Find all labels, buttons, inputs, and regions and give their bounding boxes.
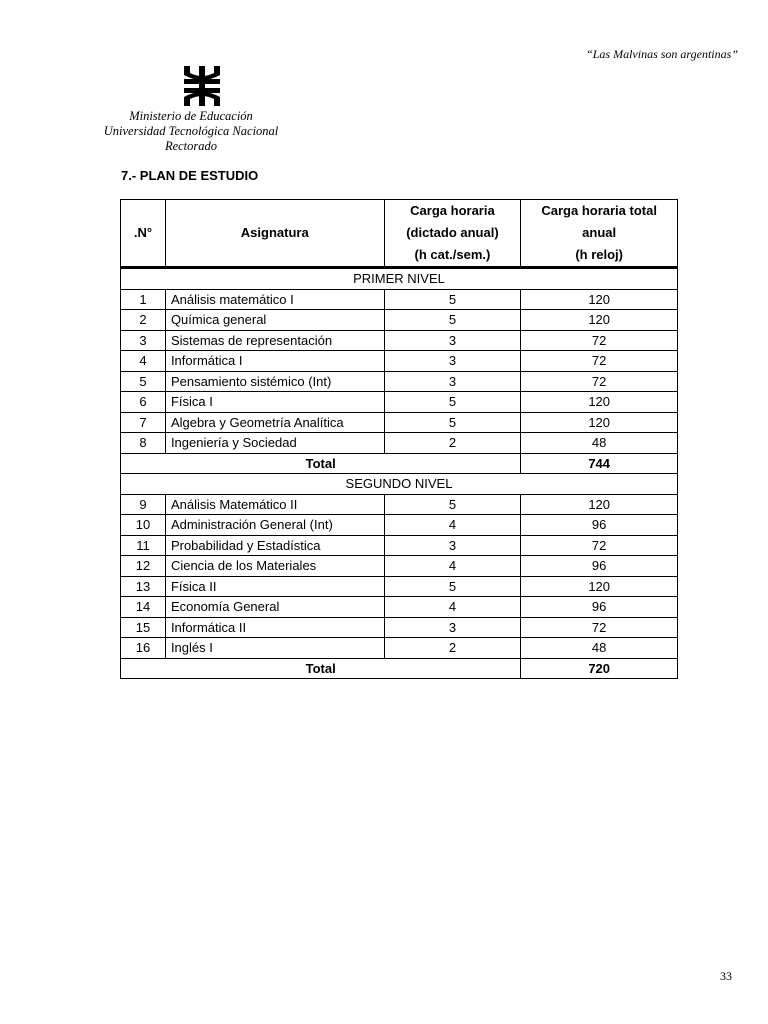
row-number: 5 (121, 371, 166, 392)
row-total-hours: 120 (521, 310, 678, 331)
row-subject: Algebra y Geometría Analítica (165, 412, 384, 433)
row-number: 9 (121, 494, 166, 515)
row-number: 14 (121, 597, 166, 618)
row-subject: Informática II (165, 617, 384, 638)
row-number: 4 (121, 351, 166, 372)
row-subject: Economía General (165, 597, 384, 618)
table-row (121, 330, 678, 351)
table-body (121, 268, 678, 679)
row-weekly-hours: 2 (384, 638, 521, 659)
level-header-row (121, 474, 678, 495)
table-row (121, 433, 678, 454)
header-hours-total-line2: anual (582, 225, 617, 240)
row-subject: Sistemas de representación (165, 330, 384, 351)
row-subject: Administración General (Int) (165, 515, 384, 536)
row-total-hours: 72 (521, 617, 678, 638)
row-weekly-hours: 5 (384, 412, 521, 433)
total-row (121, 658, 678, 679)
header-hours-total (521, 200, 678, 268)
table-row (121, 310, 678, 331)
row-weekly-hours: 5 (384, 494, 521, 515)
level-name: PRIMER NIVEL (121, 268, 678, 290)
table-row (121, 556, 678, 577)
row-subject: Informática I (165, 351, 384, 372)
row-total-hours: 120 (521, 289, 678, 310)
row-weekly-hours: 3 (384, 535, 521, 556)
header-hours-weekly-line1: Carga horaria (410, 203, 495, 218)
row-subject: Ingeniería y Sociedad (165, 433, 384, 454)
study-plan-table (120, 199, 678, 679)
row-total-hours: 120 (521, 494, 678, 515)
row-subject: Probabilidad y Estadística (165, 535, 384, 556)
table-header-row (121, 200, 678, 268)
row-number: 3 (121, 330, 166, 351)
total-row (121, 453, 678, 474)
table-row (121, 597, 678, 618)
table-row (121, 515, 678, 536)
row-total-hours: 96 (521, 597, 678, 618)
row-weekly-hours: 4 (384, 515, 521, 536)
row-total-hours: 48 (521, 433, 678, 454)
row-weekly-hours: 3 (384, 617, 521, 638)
row-subject: Física I (165, 392, 384, 413)
level-name: SEGUNDO NIVEL (121, 474, 678, 495)
row-total-hours: 120 (521, 392, 678, 413)
row-total-hours: 72 (521, 535, 678, 556)
row-number: 1 (121, 289, 166, 310)
header-hours-weekly-line3: (h cat./sem.) (414, 247, 491, 262)
header-num: .N° (121, 200, 166, 268)
row-subject: Análisis Matemático II (165, 494, 384, 515)
table-row (121, 392, 678, 413)
header-hours-total-line1: Carga horaria total (541, 203, 657, 218)
table-row (121, 638, 678, 659)
institution-line-rectorado: Rectorado (164, 139, 218, 153)
header-subject: Asignatura (165, 200, 384, 268)
row-weekly-hours: 3 (384, 351, 521, 372)
row-number: 6 (121, 392, 166, 413)
section-title: 7.- PLAN DE ESTUDIO (121, 168, 259, 183)
row-weekly-hours: 3 (384, 371, 521, 392)
row-subject: Física II (165, 576, 384, 597)
utn-logo-icon (182, 66, 222, 106)
table-row (121, 289, 678, 310)
row-number: 11 (121, 535, 166, 556)
row-total-hours: 72 (521, 330, 678, 351)
row-number: 7 (121, 412, 166, 433)
table-row (121, 371, 678, 392)
institution-block (86, 109, 296, 154)
header-hours-total-line3: (h reloj) (575, 247, 623, 262)
total-label: Total (121, 658, 521, 679)
row-number: 10 (121, 515, 166, 536)
row-total-hours: 48 (521, 638, 678, 659)
row-weekly-hours: 2 (384, 433, 521, 454)
row-number: 12 (121, 556, 166, 577)
row-number: 8 (121, 433, 166, 454)
row-number: 16 (121, 638, 166, 659)
table-row (121, 617, 678, 638)
row-total-hours: 72 (521, 351, 678, 372)
institution-line-ministry: Ministerio de Educación (129, 109, 253, 123)
row-subject: Análisis matemático I (165, 289, 384, 310)
motto: “Las Malvinas son argentinas” (586, 47, 738, 61)
row-number: 13 (121, 576, 166, 597)
institution-line-university: Universidad Tecnológica Nacional (103, 124, 279, 138)
total-value: 720 (521, 658, 678, 679)
table-row (121, 576, 678, 597)
table-row (121, 535, 678, 556)
row-total-hours: 96 (521, 515, 678, 536)
row-weekly-hours: 3 (384, 330, 521, 351)
header-hours-weekly-line2: (dictado anual) (406, 225, 499, 240)
total-value: 744 (521, 453, 678, 474)
row-subject: Pensamiento sistémico (Int) (165, 371, 384, 392)
table-row (121, 351, 678, 372)
row-weekly-hours: 5 (384, 310, 521, 331)
level-header-row (121, 268, 678, 290)
row-weekly-hours: 5 (384, 289, 521, 310)
row-weekly-hours: 4 (384, 556, 521, 577)
row-weekly-hours: 4 (384, 597, 521, 618)
row-weekly-hours: 5 (384, 576, 521, 597)
row-weekly-hours: 5 (384, 392, 521, 413)
header-hours-weekly (384, 200, 521, 268)
row-total-hours: 96 (521, 556, 678, 577)
total-label: Total (121, 453, 521, 474)
row-number: 15 (121, 617, 166, 638)
row-total-hours: 120 (521, 576, 678, 597)
row-total-hours: 120 (521, 412, 678, 433)
table-row (121, 494, 678, 515)
row-subject: Inglés I (165, 638, 384, 659)
row-total-hours: 72 (521, 371, 678, 392)
table-row (121, 412, 678, 433)
page-number: 33 (720, 969, 732, 983)
row-subject: Ciencia de los Materiales (165, 556, 384, 577)
row-number: 2 (121, 310, 166, 331)
row-subject: Química general (165, 310, 384, 331)
